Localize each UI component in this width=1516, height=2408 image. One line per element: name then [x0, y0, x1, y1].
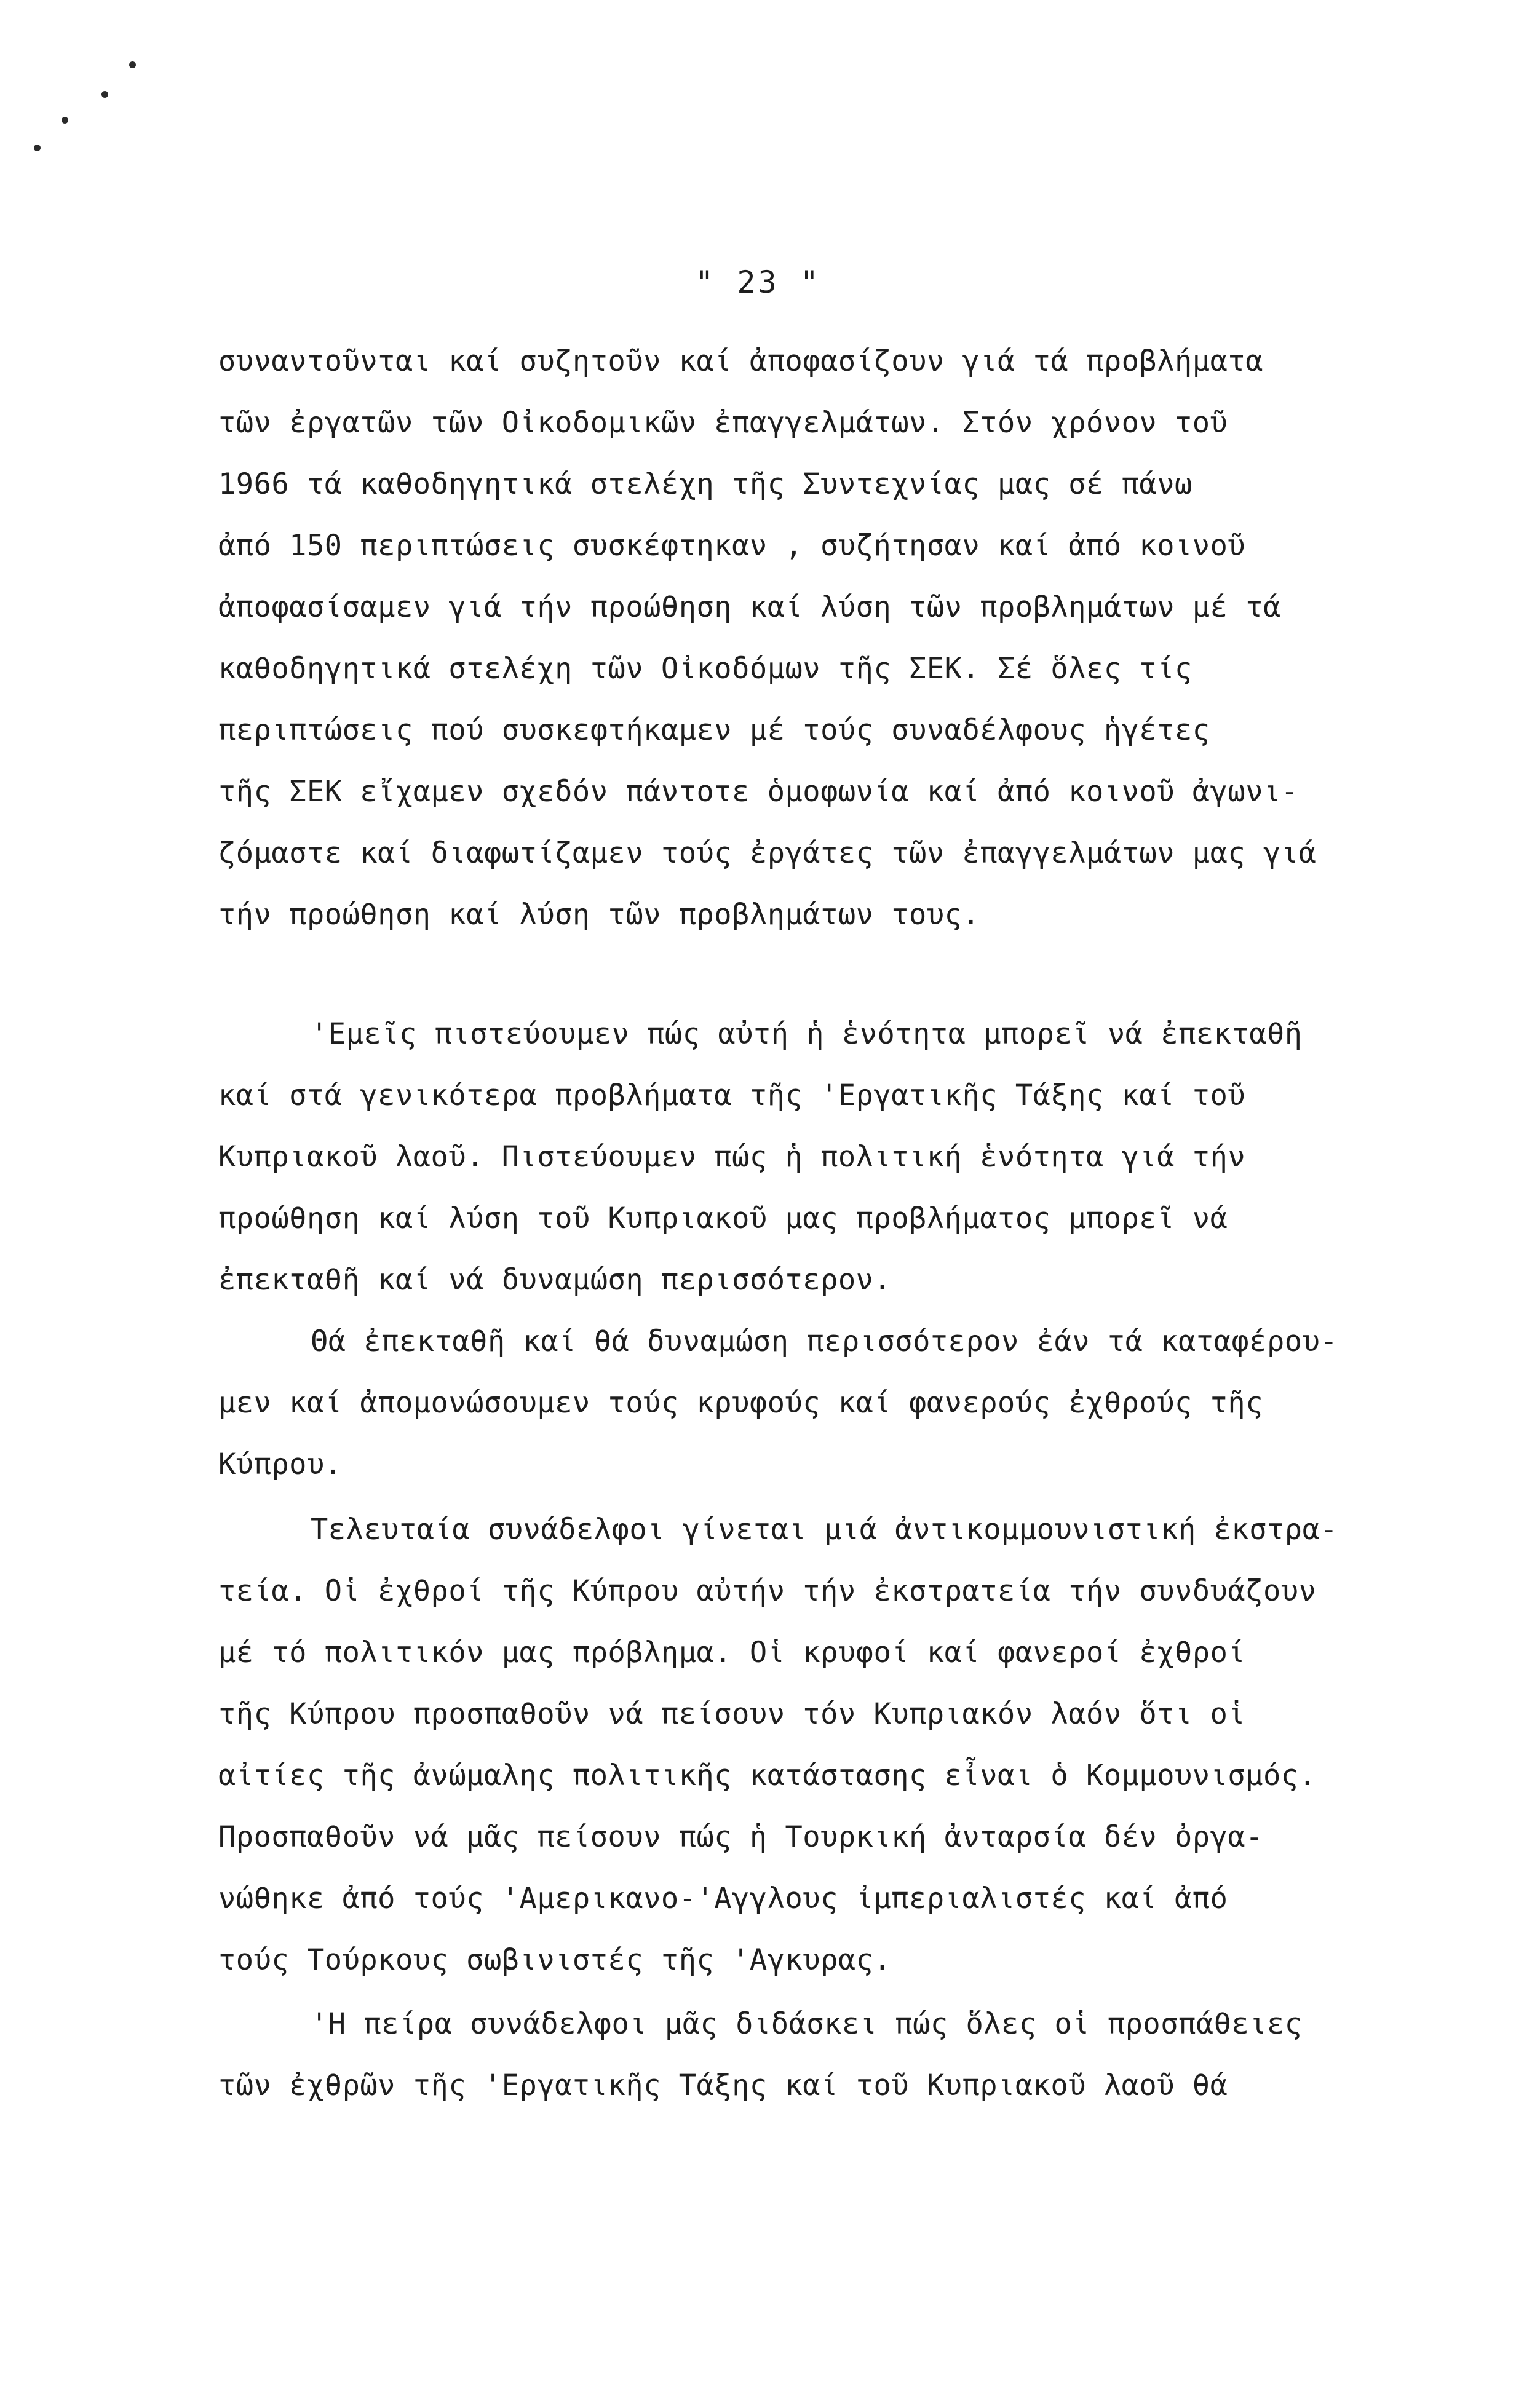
- text-line: τῶν ἐχθρῶν τῆς 'Εργατικῆς Τάξης καί τοῦ Κυπριακοῦ λαοῦ θά: [218, 2069, 1228, 2102]
- page-number: " 23 ": [695, 264, 821, 300]
- text-line: καθοδηγητικά στελέχη τῶν Οἰκοδόμων τῆς ΣΕΚ. Σέ ὅλες τίς: [218, 652, 1193, 686]
- text-line: τούς Τούρκους σωβινιστές τῆς 'Αγκυρας.: [218, 1943, 892, 1977]
- text-line: 'Εμεῖς πιστεύουμεν πώς αὐτή ἡ ἑνότητα μπορεῖ νά ἐπεκταθῆ: [311, 1017, 1303, 1051]
- text-line: ἀποφασίσαμεν γιά τήν προώθηση καί λύση τῶν προβλημάτων μέ τά: [218, 590, 1281, 624]
- text-line: περιπτώσεις πού συσκεφτήκαμεν μέ τούς συναδέλφους ἡγέτες: [218, 713, 1210, 747]
- scan-speck: [34, 145, 41, 151]
- text-line: Προσπαθοῦν νά μᾶς πείσουν πώς ἡ Τουρκική ἀνταρσία δέν ὀργα-: [218, 1820, 1263, 1854]
- text-line: Τελευταία συνάδελφοι γίνεται μιά ἀντικομμουνιστική ἐκστρα-: [311, 1513, 1338, 1547]
- text-line: ζόμαστε καί διαφωτίζαμεν τούς ἐργάτες τῶν ἐπαγγελμάτων μας γιά: [218, 836, 1317, 870]
- text-line: τῆς Κύπρου προσπαθοῦν νά πείσουν τόν Κυπριακόν λαόν ὅτι οἱ: [218, 1697, 1246, 1731]
- text-line: καί στά γενικότερα προβλήματα τῆς 'Εργατικῆς Τάξης καί τοῦ: [218, 1079, 1246, 1112]
- text-line: 1966 τά καθοδηγητικά στελέχη τῆς Συντεχνίας μας σέ πάνω: [218, 467, 1193, 501]
- text-line: ἀπό 150 περιπτώσεις συσκέφτηκαν , συζήτησαν καί ἀπό κοινοῦ: [218, 529, 1246, 563]
- text-line: τήν προώθηση καί λύση τῶν προβλημάτων τους.: [218, 898, 980, 932]
- text-line: Κύπρου.: [218, 1448, 343, 1481]
- text-line: μέ τό πολιτικόν μας πρόβλημα. Οἱ κρυφοί καί φανεροί ἐχθροί: [218, 1636, 1246, 1669]
- text-line: ἐπεκταθῆ καί νά δυναμώση περισσότερον.: [218, 1263, 892, 1297]
- scan-speck: [129, 61, 136, 68]
- text-line: τεία. Οἱ ἐχθροί τῆς Κύπρου αὐτήν τήν ἐκστρατεία τήν συνδυάζουν: [218, 1574, 1317, 1608]
- text-line: νώθηκε ἀπό τούς 'Αμερικανο-'Αγγλους ἰμπεριαλιστές καί ἀπό: [218, 1882, 1228, 1915]
- text-line: μεν καί ἀπομονώσουμεν τούς κρυφούς καί φανερούς ἐχθρούς τῆς: [218, 1386, 1263, 1420]
- scan-speck: [101, 91, 108, 98]
- text-line: συναντοῦνται καί συζητοῦν καί ἀποφασίζουν γιά τά προβλήματα: [218, 344, 1263, 378]
- text-line: τῶν ἐργατῶν τῶν Οἰκοδομικῶν ἐπαγγελμάτων. Στόν χρόνον τοῦ: [218, 406, 1228, 440]
- text-line: Θά ἐπεκταθῆ καί θά δυναμώση περισσότερον ἐάν τά καταφέρου-: [311, 1325, 1338, 1358]
- text-line: τῆς ΣΕΚ εἴχαμεν σχεδόν πάντοτε ὁμοφωνία καί ἀπό κοινοῦ ἀγωνι-: [218, 775, 1299, 809]
- text-line: προώθηση καί λύση τοῦ Κυπριακοῦ μας προβλήματος μπορεῖ νά: [218, 1202, 1228, 1235]
- text-line: Κυπριακοῦ λαοῦ. Πιστεύουμεν πώς ἡ πολιτική ἑνότητα γιά τήν: [218, 1140, 1246, 1174]
- text-line: αἰτίες τῆς ἀνώμαλης πολιτικῆς κατάστασης εἶναι ὁ Κομμουνισμός.: [218, 1759, 1317, 1792]
- text-line: 'Η πείρα συνάδελφοι μᾶς διδάσκει πώς ὅλες οἱ προσπάθειες: [311, 2007, 1303, 2041]
- scan-speck: [62, 117, 68, 124]
